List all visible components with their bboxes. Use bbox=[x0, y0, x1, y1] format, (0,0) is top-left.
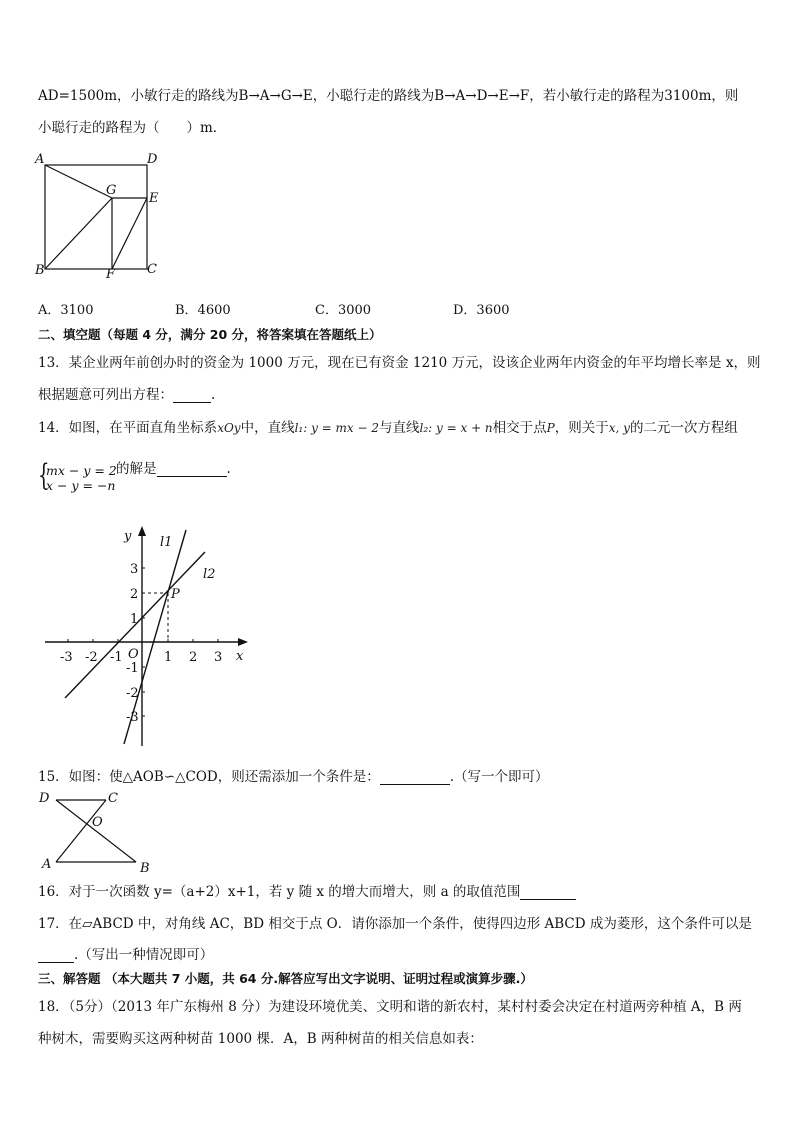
label-B: B bbox=[35, 263, 45, 278]
graph-y-label: y bbox=[124, 529, 132, 544]
graph-l2-label: l2 bbox=[203, 567, 216, 582]
q15-text: 15．如图：使△AOB∽△COD，则还需添加一个条件是： bbox=[38, 769, 380, 785]
y-tick-neg1: -1 bbox=[126, 661, 139, 676]
q12-option-b[interactable]: B．4600 bbox=[175, 303, 231, 318]
graph-p-label: P bbox=[171, 587, 180, 602]
label-C: C bbox=[147, 262, 157, 277]
q14-eq1: mx − y = 2 bbox=[46, 463, 117, 478]
q18-line1: 18．（5分）（2013 年广东梅州 8 分）为建设环境优美、文明和谐的新农村，某村村委会决定在村道两旁种植 A，B 两 bbox=[38, 999, 742, 1015]
q12-square-figure bbox=[34, 150, 164, 280]
q13-line1: 13．某企业两年前创办时的资金为 1000 万元，现在已有资金 1210 万元，设该企业两年内资金的年平均增长率是 x，则 bbox=[38, 355, 761, 371]
q16-line bbox=[38, 880, 576, 900]
q17-line2 bbox=[38, 943, 213, 963]
y-tick-3: 3 bbox=[130, 562, 139, 577]
label-B2: B bbox=[140, 861, 150, 876]
segment-fe bbox=[112, 198, 147, 269]
q17-line1: 17．在▱ABCD 中，对角线 AC，BD 相交于点 O．请你添加一个条件，使得四边形 ABCD 成为菱形，这个条件可以是 bbox=[38, 916, 752, 932]
q13-line2-text: 根据题意可列出方程： bbox=[38, 387, 173, 403]
q15-answer-blank[interactable] bbox=[380, 768, 450, 785]
q12-line2: 小聪行走的路程为（ ）m． bbox=[38, 120, 227, 136]
label-D2: D bbox=[39, 791, 50, 806]
q14-brace: { bbox=[38, 458, 50, 493]
q14-math-xy: x, y bbox=[608, 421, 630, 435]
x-tick-neg2: -2 bbox=[85, 650, 98, 665]
segment-bg bbox=[45, 198, 112, 269]
q14-answer-blank[interactable] bbox=[157, 460, 227, 477]
q14-text-5: ，则关于 bbox=[554, 420, 609, 436]
q14-math-l1: l₁: y = mx − 2 bbox=[294, 421, 380, 435]
section3-title: 三、解答题 （本大题共 7 小题，共 64 分.解答应写出文字说明、证明过程或演算步骤.） bbox=[38, 971, 533, 986]
x-tick-neg3: -3 bbox=[60, 650, 73, 665]
q14-text-6: 的二元一次方程组 bbox=[629, 420, 738, 436]
graph-origin-label: O bbox=[128, 647, 139, 662]
x-tick-3: 3 bbox=[214, 650, 223, 665]
y-tick-1: 1 bbox=[130, 612, 139, 627]
q17-tail: .（写出一种情况即可） bbox=[74, 947, 214, 963]
q16-text: 16．对于一次函数 y=（a+2）x+1，若 y 随 x 的增大而增大，则 a 的取值范围 bbox=[38, 884, 521, 900]
label-E: E bbox=[149, 191, 159, 206]
q12-line1: AD=1500m，小敏行走的路线为B→A→G→E，小聪行走的路线为B→A→D→E→F，若小敏行走的路程为3100m，则 bbox=[38, 88, 739, 104]
q15-tail: .（写一个即可） bbox=[449, 769, 549, 785]
segment-db bbox=[56, 800, 136, 862]
q16-answer-blank[interactable] bbox=[520, 883, 576, 900]
q12-option-d[interactable]: D．3600 bbox=[453, 303, 510, 318]
section2-title: 二、填空题（每题 4 分，满分 20 分，将答案填在答题纸上） bbox=[38, 327, 382, 342]
y-tick-neg2: -2 bbox=[126, 686, 139, 701]
q14-answer-text: 的解是 bbox=[116, 461, 157, 477]
q14-math-l2: l₂: y = x + n bbox=[419, 421, 493, 435]
q15-line bbox=[38, 765, 549, 785]
q14-line1 bbox=[38, 416, 738, 436]
q14-text-1: 14．如图，在平面直角坐标系 bbox=[38, 420, 218, 436]
q14-eq2: x − y = −n bbox=[46, 478, 116, 493]
q12-option-a[interactable]: A．3100 bbox=[38, 303, 94, 318]
q15-figure bbox=[34, 786, 164, 876]
segment-ag bbox=[45, 165, 112, 198]
y-tick-neg3: -3 bbox=[126, 710, 139, 725]
q13-line2-end: . bbox=[211, 387, 216, 403]
q13-line2 bbox=[38, 383, 215, 403]
q12-option-c[interactable]: C．3000 bbox=[315, 303, 372, 318]
y-tick-2: 2 bbox=[130, 587, 139, 602]
label-F: F bbox=[106, 267, 116, 280]
y-axis-arrow bbox=[138, 526, 146, 536]
q14-text-3: 与直线 bbox=[379, 420, 420, 436]
label-A: A bbox=[35, 152, 45, 167]
x-tick-neg1: -1 bbox=[110, 650, 123, 665]
segment-ca bbox=[56, 800, 106, 862]
x-tick-2: 2 bbox=[189, 650, 198, 665]
q14-text-2: 中，直线 bbox=[240, 420, 295, 436]
label-D: D bbox=[147, 152, 158, 167]
q14-answer-end: . bbox=[226, 461, 231, 477]
q18-line2: 种树木，需要购买这两种树苗 1000 棵．A，B 两种树苗的相关信息如表： bbox=[38, 1031, 483, 1047]
q14-math-xoy: xOy bbox=[217, 421, 241, 435]
x-tick-1: 1 bbox=[164, 650, 173, 665]
q14-math-p: P bbox=[546, 421, 555, 435]
q14-coordinate-graph bbox=[40, 520, 255, 750]
q17-answer-blank[interactable] bbox=[38, 946, 74, 963]
label-G: G bbox=[106, 183, 117, 198]
label-C2: C bbox=[108, 791, 118, 806]
label-O2: O bbox=[92, 815, 103, 830]
q14-text-4: 相交于点 bbox=[492, 420, 547, 436]
graph-l1-label: l1 bbox=[160, 535, 173, 550]
label-A2: A bbox=[42, 857, 52, 872]
x-axis-arrow bbox=[238, 638, 248, 646]
graph-x-label: x bbox=[236, 649, 244, 664]
q13-answer-blank[interactable] bbox=[173, 386, 211, 403]
q14-answer-line bbox=[116, 457, 231, 477]
